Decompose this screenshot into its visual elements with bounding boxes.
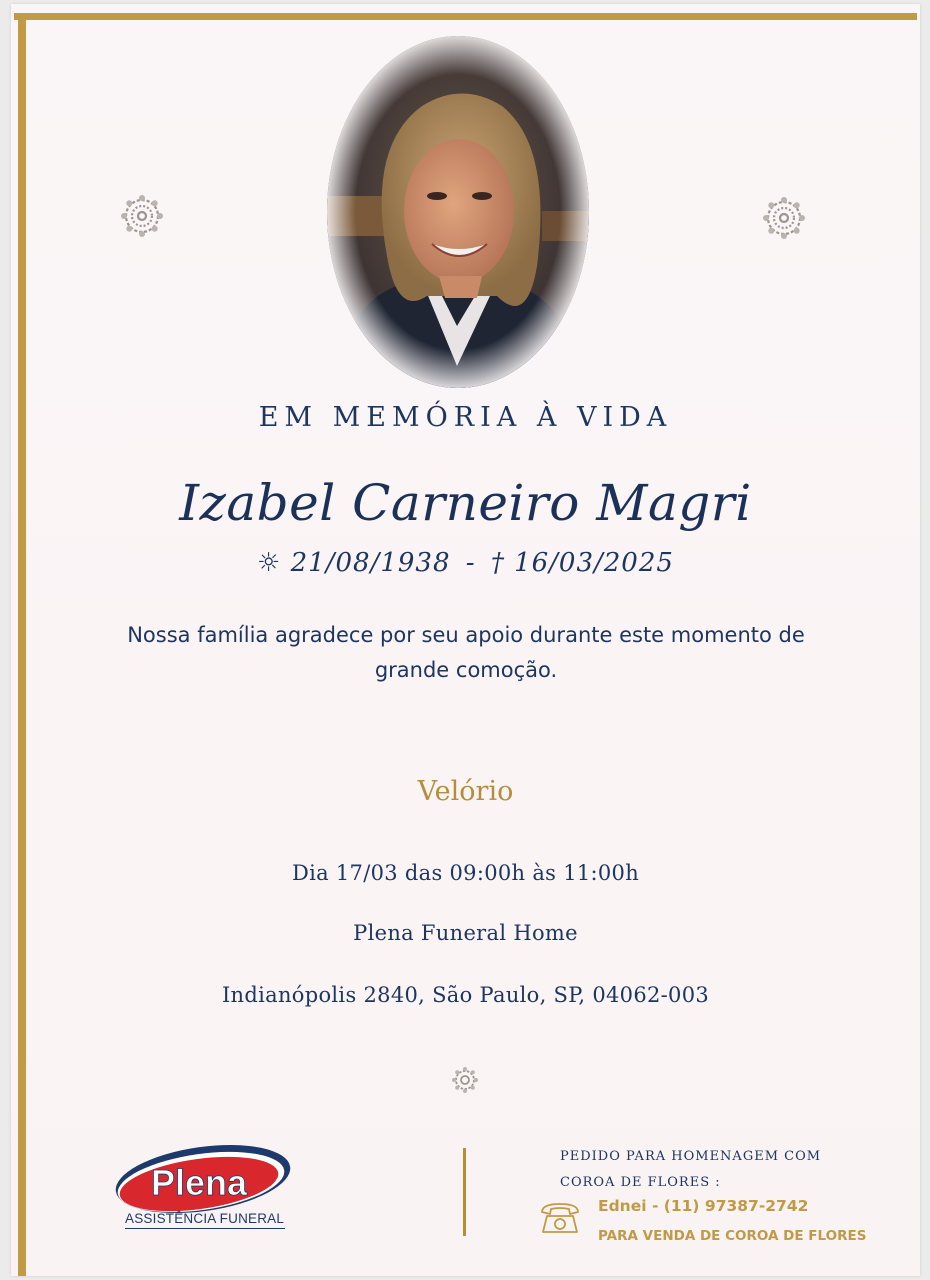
cross-icon: † (490, 548, 505, 578)
flower-ornament-icon (761, 195, 807, 241)
thanks-message (71, 618, 861, 688)
date-separator: - (465, 548, 476, 578)
flower-ornament-icon (119, 193, 165, 239)
request-line: COROA DE FLORES : (560, 1175, 721, 1190)
contact-phone[interactable]: Ednei - (11) 97387-2742 (598, 1197, 809, 1215)
life-dates (11, 548, 920, 578)
memorial-card (11, 4, 920, 1276)
flower-request (560, 1144, 890, 1196)
gold-left-border (18, 13, 26, 1276)
logo-text: Plena (150, 1162, 248, 1203)
portrait-photo (327, 36, 589, 388)
velorio-title: Velório (417, 776, 514, 807)
velorio-when: Dia 17/03 das 09:00h às 11:00h (291, 861, 640, 885)
phone-icon (539, 1201, 581, 1235)
sun-icon: ☼ (257, 548, 282, 578)
memorial-heading: EM MEMÓRIA À VIDA (258, 402, 673, 433)
logo-subtitle: ASSISTÊNCIA FUNERAL (125, 1211, 285, 1229)
gold-top-border (14, 13, 917, 20)
flower-ornament-icon (451, 1066, 479, 1094)
thanks-line: grande comoção. (374, 658, 558, 682)
velorio-place: Plena Funeral Home (353, 921, 578, 945)
footer-divider (463, 1148, 466, 1236)
thanks-line: Nossa família agradece por seu apoio durante este momento de (127, 623, 805, 647)
request-line: PEDIDO PARA HOMENAGEM COM (560, 1149, 822, 1164)
death-date: 16/03/2025 (514, 548, 674, 578)
deceased-name: Izabel Carneiro Magri (179, 474, 752, 532)
birth-date: 21/08/1938 (290, 548, 451, 578)
contact-note: PARA VENDA DE COROA DE FLORES (598, 1228, 867, 1244)
velorio-address: Indianópolis 2840, São Paulo, SP, 04062-003 (221, 983, 710, 1007)
